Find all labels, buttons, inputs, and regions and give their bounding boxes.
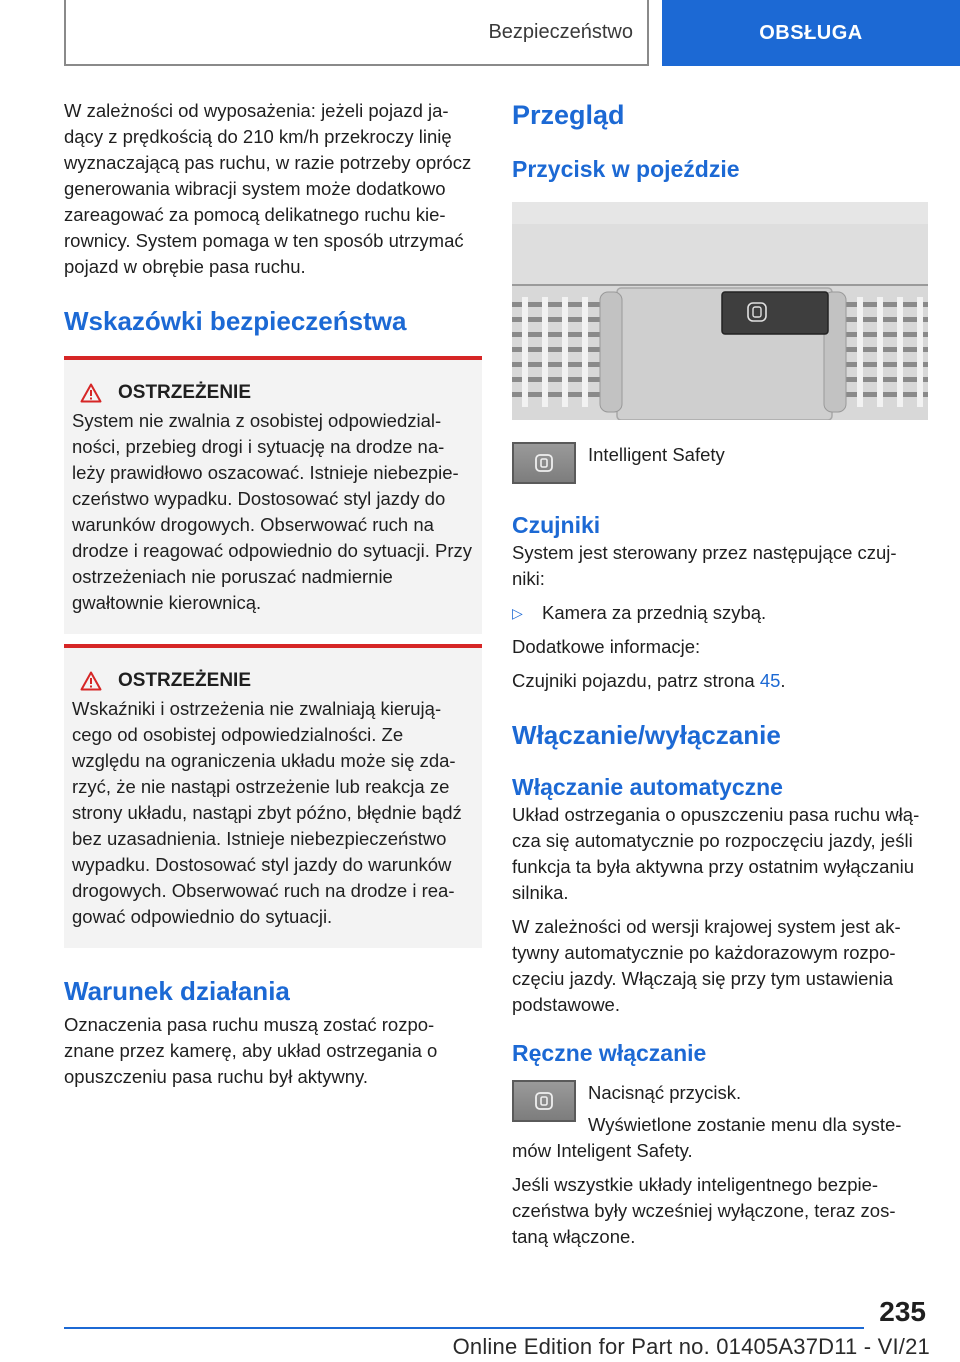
sensors-reference xyxy=(512,668,928,694)
warning-text: System nie zwalnia z osobistej odpowiedzial-ności, przebieg drogi i sytuację na drodze na-leży prawidłowo oszacować. Istnieje niebezpie-czeństwo wypadku. Dostosować styl jazdy do warunków drogowych. Obserwować ruch na drodze i reagować odpowiednio do sytuacji. Przy ostrzeżeniach nie poruszać nadmiernie gwałtownie kierownicą. xyxy=(72,410,473,613)
warning-triangle-icon xyxy=(80,383,102,403)
footer-edition: Online Edition for Part no. 01405A37D11 - VI/21 xyxy=(452,1334,930,1359)
warning-text: Wskaźniki i ostrzeżenia nie zwalniają kierują-cego od osobistej odpowiedzialności. Ze względu na ograniczenia układu może się zda-rzyć, że nie nastąpi ostrzeżenie lub reakcja ze strony układu, nastąpi zbyt późno, błędnie bądź bez uzasadnienia. Istnieje niebezpieczeństwo wypadku. Dostosować styl jazdy do warunków drogowych. Obserwować ruch na drodze i rea-gować odpowiednio do sytuacji. xyxy=(72,698,462,927)
left-column xyxy=(64,98,482,1090)
sensors-bullet-item xyxy=(512,600,928,626)
button-caption: Intelligent Safety xyxy=(588,444,725,465)
warning-box-2 xyxy=(64,644,482,948)
warning-title-row xyxy=(72,382,474,404)
intelligent-safety-icon xyxy=(534,453,554,473)
sensors-bullet-text: Kamera za przednią szybą. xyxy=(542,602,767,623)
sensors-ref-suffix: . xyxy=(780,670,786,691)
header-section-title: Bezpieczeństwo xyxy=(488,20,633,43)
header-chapter-tab[interactable] xyxy=(662,0,960,66)
warning-title-row xyxy=(72,670,474,692)
manual-heading: Ręczne włączanie xyxy=(512,1040,707,1066)
overview-heading: Przegląd xyxy=(512,100,625,130)
intelligent-safety-button[interactable] xyxy=(512,442,576,484)
auto-heading: Włączanie automatyczne xyxy=(512,774,783,800)
manual-step-text: Nacisnąć przycisk. xyxy=(588,1082,742,1103)
condition-heading: Warunek działania xyxy=(64,976,290,1006)
header-chapter-title: OBSŁUGA xyxy=(759,21,863,44)
manual-paragraph-2: Jeśli wszystkie układy inteligentnego bezpie-czeństwa były wcześniej wyłączone, teraz zos-taną włączone. xyxy=(512,1174,896,1247)
bullet-triangle-icon: ▷ xyxy=(512,605,523,621)
sensors-ref-prefix: Czujniki pojazdu, patrz strona xyxy=(512,670,760,691)
manual-paragraph-1: Wyświetlone zostanie menu dla syste-mów Inteligent Safety. xyxy=(512,1114,902,1161)
onoff-heading: Włączanie/wyłączanie xyxy=(512,720,781,750)
auto-paragraph-2: W zależności od wersji krajowej system jest ak-tywny automatycznie po każdorazowym rozpo-częciu jazdy. Włączają się przy tym ustawienia podstawowe. xyxy=(512,916,901,1015)
sensors-paragraph: System jest sterowany przez następujące czuj-niki: xyxy=(512,542,897,589)
safety-heading: Wskazówki bezpieczeństwa xyxy=(64,306,407,336)
more-info-label: Dodatkowe informacje: xyxy=(512,636,701,657)
vehicle-button-photo xyxy=(512,202,928,420)
page-number: 235 xyxy=(879,1296,926,1327)
page-link[interactable]: 45 xyxy=(759,670,781,691)
sensors-heading: Czujniki xyxy=(512,512,601,538)
condition-paragraph: Oznaczenia pasa ruchu muszą zostać rozpo-znane przez kamerę, aby układ ostrzegania o opuszczeniu pasa ruchu był aktywny. xyxy=(64,1014,438,1087)
right-column xyxy=(512,98,928,1250)
header-section-tab xyxy=(64,0,649,66)
footer-divider xyxy=(64,1327,864,1329)
auto-paragraph-1: Układ ostrzegania o opuszczeniu pasa ruchu włą-cza się automatycznie po rozpoczęciu jazdy, jeśli funkcja ta była aktywna przy ostatnim wyłączaniu silnika. xyxy=(512,804,920,903)
intro-paragraph: W zależności od wyposażenia: jeżeli pojazd ja-dący z prędkością do 210 km/h przekroczy linię wyznaczającą pas ruchu, w razie potrzeby oprócz generowania wibracji system może dodatkowo zareagować za pomocą delikatnego ruchu kie-rownicy. System pomaga w ten sposób utrzymać pojazd w obrębie pasa ruchu. xyxy=(64,100,472,277)
warning-triangle-icon xyxy=(80,671,102,691)
button-heading: Przycisk w pojeździe xyxy=(512,156,740,182)
intelligent-safety-button[interactable] xyxy=(512,1080,576,1122)
warning-title: OSTRZEŻENIE xyxy=(118,670,252,691)
warning-box-1 xyxy=(64,356,482,634)
button-caption-row xyxy=(512,442,928,484)
warning-title: OSTRZEŻENIE xyxy=(118,382,252,403)
intelligent-safety-icon xyxy=(534,1091,554,1111)
